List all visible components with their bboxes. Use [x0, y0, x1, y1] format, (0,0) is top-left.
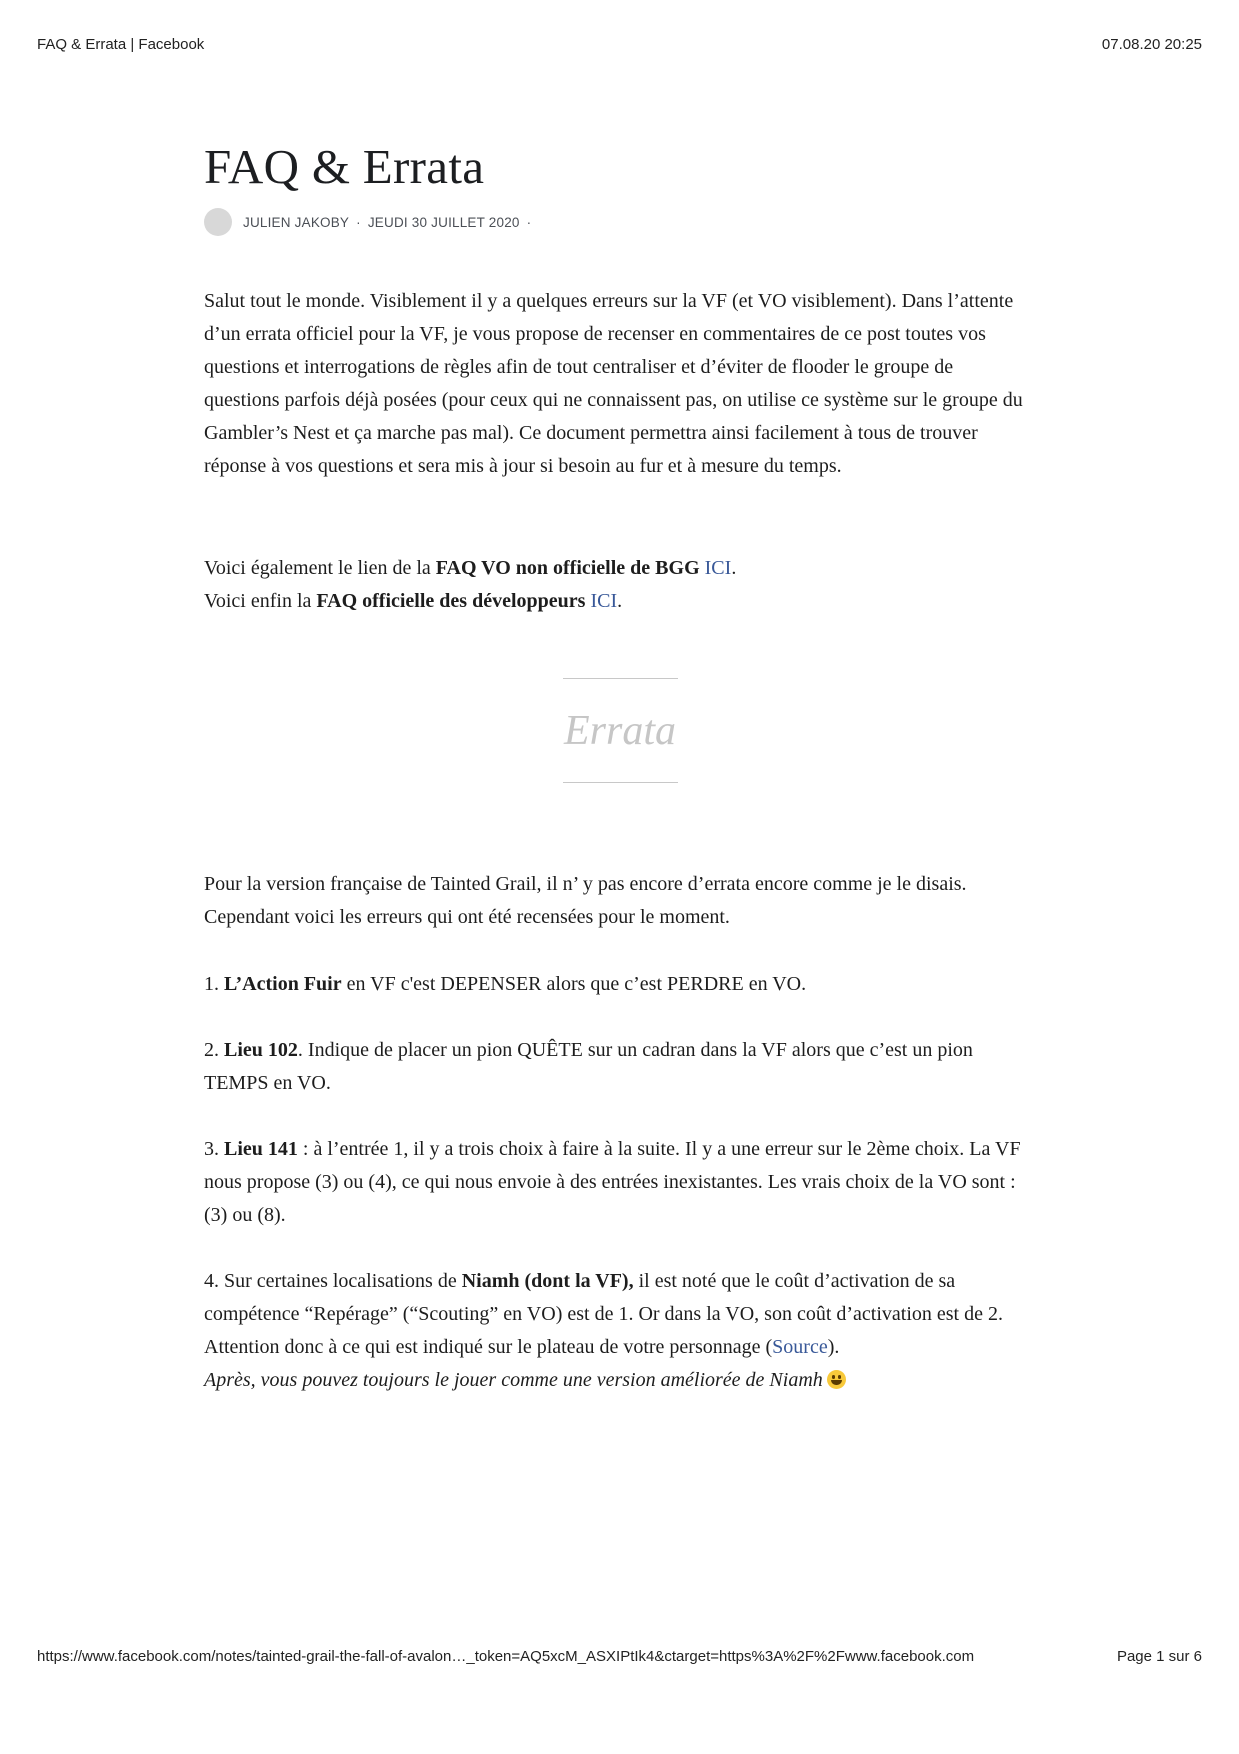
- dev-faq-prefix: Voici enfin la: [204, 590, 317, 612]
- print-timestamp: 07.08.20 20:25: [1101, 36, 1202, 53]
- errata-number: 1.: [204, 973, 224, 995]
- print-page-number: Page 1 sur 6: [1116, 1648, 1202, 1665]
- errata-section-heading: [560, 678, 680, 783]
- errata-subject: L’Action Fuir: [224, 973, 342, 995]
- errata-item-1: [204, 968, 1034, 1001]
- bgg-faq-label: FAQ VO non officielle de BGG: [435, 557, 700, 579]
- errata-intro-paragraph: Pour la version française de Tainted Grail, il n’ y pas encore d’errata encore comme je le disais. Cependant voici les erreurs qui ont été recensées pour le moment.: [204, 873, 967, 928]
- print-url: https://www.facebook.com/notes/tainted-grail-the-fall-of-avalon…_token=AQ5xcM_ASXIPtIk4&ctarget=https%3A%2F%2Fwww.facebook.com: [37, 1648, 975, 1665]
- heading-rule-bottom: [563, 782, 678, 783]
- print-page-title: FAQ & Errata | Facebook: [37, 36, 205, 53]
- errata-number: 4.: [204, 1270, 224, 1292]
- errata-subject: Lieu 141: [224, 1138, 298, 1160]
- errata-item-3: [204, 1133, 1034, 1232]
- errata-subject: Niamh (dont la VF),: [461, 1270, 634, 1292]
- errata-text: en VF c'est DEPENSER alors que c’est PERDRE en VO.: [341, 973, 807, 995]
- bgg-faq-prefix: Voici également le lien de la: [204, 557, 436, 579]
- heading-rule-top: [563, 678, 678, 679]
- print-footer: [37, 1648, 1202, 1665]
- errata-prefix: Sur certaines localisations de: [224, 1270, 462, 1292]
- dev-faq-line: [204, 585, 1024, 618]
- errata-number: 2.: [204, 1039, 224, 1061]
- grinning-face-icon: [827, 1370, 846, 1389]
- dev-faq-link[interactable]: ICI: [590, 590, 618, 612]
- meta-separator: ·: [356, 214, 361, 230]
- author-name[interactable]: JULIEN JAKOBY: [243, 214, 350, 230]
- errata-item-4: [204, 1265, 1034, 1397]
- note-title: FAQ & Errata: [204, 139, 485, 194]
- note-meta: [204, 208, 538, 236]
- author-avatar[interactable]: [204, 208, 232, 236]
- bgg-faq-line: [204, 552, 1024, 585]
- print-header: [37, 36, 1202, 53]
- note-date[interactable]: JEUDI 30 JUILLET 2020: [367, 214, 520, 230]
- bgg-faq-suffix: .: [731, 557, 737, 579]
- errata-heading-text: Errata: [563, 708, 676, 754]
- errata-suffix: ).: [827, 1336, 840, 1358]
- errata-text: : à l’entrée 1, il y a trois choix à faire à la suite. Il y a une erreur sur le 2ème choix. La VF nous propose (3) ou (4), ce qui nous envoie à des entrées inexistantes. Les vrais choix de la VO sont : (3) ou (8).: [204, 1138, 1021, 1226]
- dev-faq-suffix: .: [617, 590, 623, 612]
- errata-item-2: [204, 1034, 1034, 1100]
- intro-paragraph: Salut tout le monde. Visiblement il y a quelques erreurs sur la VF (et VO visiblement). Dans l’attente d’un errata officiel pour la VF, je vous propose de recenser en commentaires de ce post toutes vos questions et interrogations de règles afin de tout centraliser et d’éviter de flooder le groupe de questions parfois déjà posées (pour ceux qui ne connaissent pas, on utilise ce système sur le groupe du Gambler’s Nest et ça marche pas mal). Ce document permettra ainsi facilement à tous de trouver réponse à vos questions et sera mis à jour si besoin au fur et à mesure du temps.: [204, 290, 1023, 477]
- errata-subject: Lieu 102: [224, 1039, 298, 1061]
- errata-text: . Indique de placer un pion QUÊTE sur un cadran dans la VF alors que c’est un pion TEMPS en VO.: [204, 1039, 973, 1094]
- errata-number: 3.: [204, 1138, 224, 1160]
- errata-text: il est noté que le coût d’activation de sa compétence “Repérage” (“Scouting” en VO) est de 1. Or dans la VO, son coût d’activation est de 2. Attention donc à ce qui est indiqué sur le plateau de votre personnage (: [204, 1270, 1003, 1358]
- meta-separator-trailing: ·: [526, 214, 532, 230]
- source-link[interactable]: Source: [772, 1336, 828, 1358]
- dev-faq-label: FAQ officielle des développeurs: [316, 590, 586, 612]
- errata-note: Après, vous pouvez toujours le jouer comme une version améliorée de Niamh: [204, 1369, 823, 1391]
- bgg-faq-link[interactable]: ICI: [704, 557, 732, 579]
- faq-links-paragraph: [204, 552, 1024, 618]
